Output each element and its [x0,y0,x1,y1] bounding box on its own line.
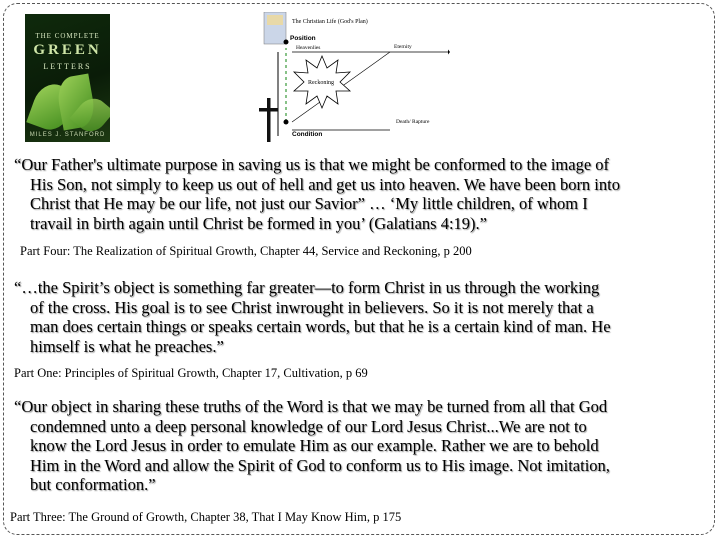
book-title-line2: GREEN [33,42,102,58]
quote-1 [14,155,709,233]
quote-1-line: “Our Father's ultimate purpose in saving us is that we might be conformed to the image of [14,155,610,174]
quote-3-line: Him in the Word and allow the Spirit of God to conform us to His image. Not imitation, [30,455,610,475]
quote-2 [14,278,704,356]
quote-2-line: “…the Spirit’s object is something far greater—to form Christ in us through the working [14,278,600,297]
reckoning-label: Reckoning [308,80,334,86]
quote-2-line: of the cross. His goal is to see Christ inwrought in believers. So it is not merely that a [30,297,594,317]
diagram-thumbnail-detail [267,15,283,25]
quote-3-citation: Part Three: The Ground of Growth, Chapter 38, That I May Know Him, p 175 [10,510,402,524]
condition-label: Condition [292,131,323,138]
quote-3 [14,397,702,495]
book-author: MILES J. STANFORD [29,132,106,138]
heavenlies-label: Heavenlies [296,45,321,51]
quote-2-line: himself is what he preaches.” [30,336,224,356]
arrow-head [448,50,450,55]
eternity-label: Eternity [394,44,412,50]
cross-icon [259,98,279,142]
quote-1-line: His Son, not simply to keep us out of hell and get us into heaven. We have been born into [30,174,620,194]
book-cover-image [25,14,110,142]
book-title-line1: THE COMPLETE [35,32,100,40]
quote-3-line: know the Lord Jesus in order to emulate Him as our example. Rather we are to behold [30,436,599,455]
quote-1-citation: Part Four: The Realization of Spiritual Growth, Chapter 44, Service and Reckoning, p 200 [20,244,472,258]
book-title-line3: LETTERS [43,62,92,71]
figure-bottom-icon [284,120,289,125]
quote-3-line: “Our object in sharing these truths of the Word is that we may be turned from all that God [14,397,608,416]
death-label: Death/ Rapture [396,119,430,125]
position-label: Position [290,35,316,42]
figure-top-icon [284,40,289,45]
quote-1-line: travail in birth again until Christ be formed in you’ (Galatians 4:19).” [30,213,487,233]
diagram-title: The Christian Life (God's Plan) [292,19,368,25]
quote-2-citation: Part One: Principles of Spiritual Growth, Chapter 17, Cultivation, p 69 [14,366,368,380]
quote-2-line: man does certain things or speaks certain words, but that he is a certain kind of man. He [30,317,611,336]
christian-life-diagram [262,12,450,142]
quote-3-line: but conformation.” [30,475,156,494]
quote-3-line: condemned unto a deep personal knowledge of our Lord Jesus Christ...We are not to [30,416,587,436]
quote-1-line: Christ that He may be our life, not just our Savior” … ‘My little children, of whom I [30,194,588,213]
